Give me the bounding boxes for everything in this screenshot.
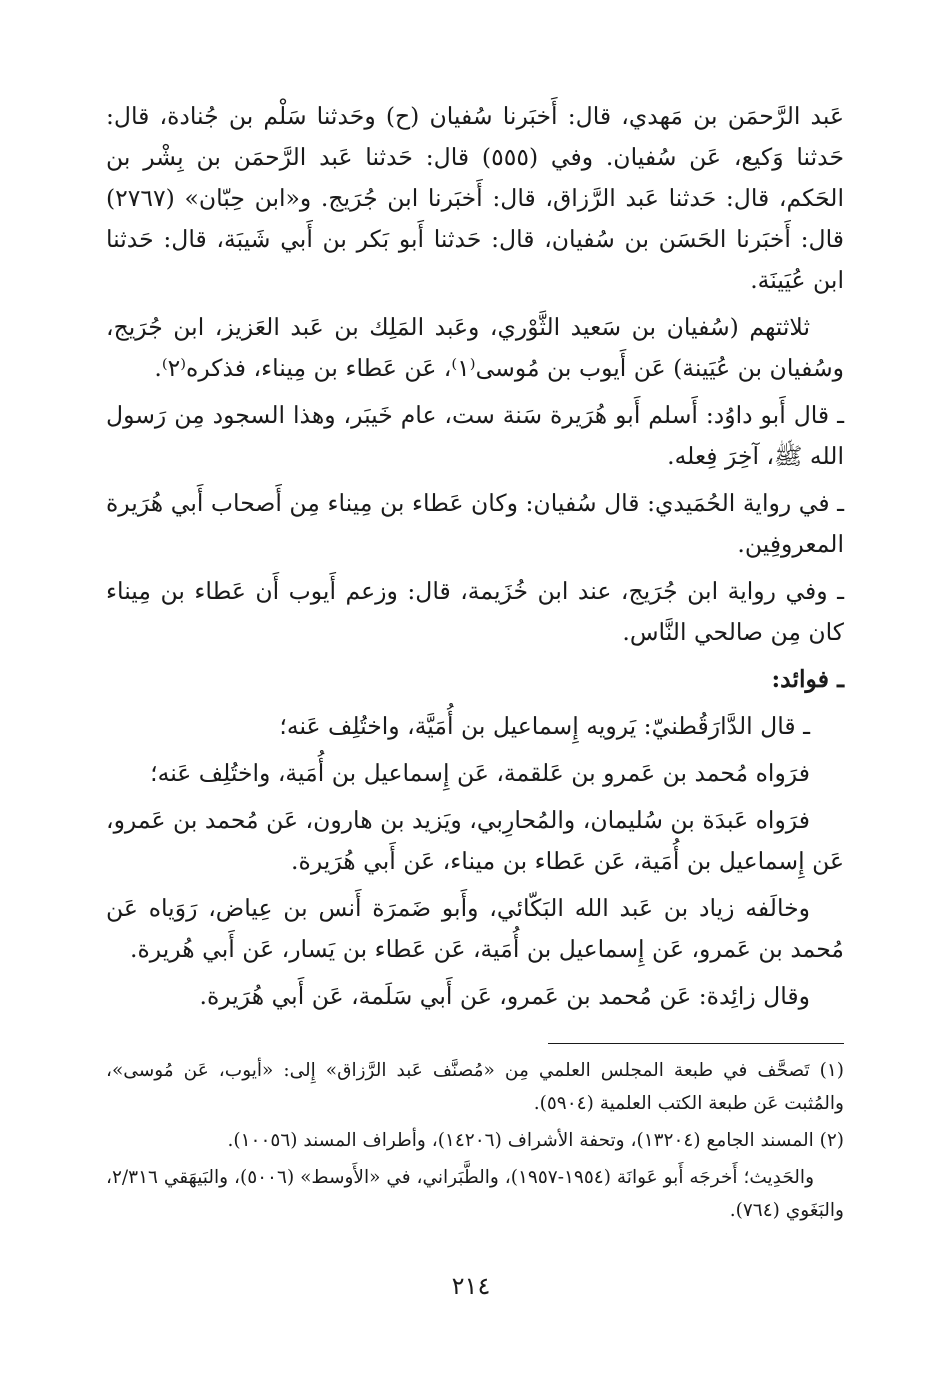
paragraph-ziyad: وخالَفه زياد بن عَبد الله البَكّائي، وأَبو ضَمرَة أَنس بن عِياض، رَوَياه عَن مُحمد بن عَمرو، عَن إِسماعيل بن أُمَية، عَن عَطاء بن يَسار، عَن أَبي هُريرة.	[106, 894, 844, 963]
page-number: ٢١٤	[451, 1272, 491, 1300]
paragraph-humaydi: ـ في رواية الحُمَيدي: قال سُفيان: وكان عَطاء بن مِيناء مِن أَصحاب أَبي هُرَيرة المعروفِين.	[106, 489, 844, 558]
main-text	[106, 96, 844, 1017]
section-heading-benefits: ـ فوائد:	[771, 665, 844, 693]
footnote-1: (١) تَصحَّف في طبعة المجلس العلمي مِن «مُصنَّف عَبد الرَّزاق» إِلى: «أيوب، عَن مُوسى»، والمُثبت عَن طبعة الكتب العلمية (٥٩٠٤).	[106, 1060, 844, 1114]
footnote-2: (٢) المسند الجامع (١٣٢٠٤)، وتحفة الأشراف (١٤٢٠٦)، وأطراف المسند (١٠٠٥٦).	[227, 1130, 844, 1151]
paragraph-daraqutni: ـ قال الدَّارَقُطنيّ: يَرويه إِسماعيل بن أُمَيَّة، واختُلِف عَنه؛	[279, 712, 810, 740]
paragraph-three-narrators: ثلاثتهم (سُفيان بن سَعيد الثَّوْري، وعَبد المَلِك بن عَبد العَزيز، ابن جُرَيج، وسُفيان بن عُيَينة) عَن أَيوب بن مُوسى⁽١⁾، عَن عَطاء بن مِيناء، فذكره⁽٢⁾.	[106, 313, 844, 382]
paragraph-abda: فرَواه عَبدَة بن سُليمان، والمُحارِبي، ويَزيد بن هارون، عَن مُحمد بن عَمرو، عَن إِسماعيل بن أُمَية، عَن عَطاء بن ميناء، عَن أَبي هُرَيرة.	[106, 806, 844, 875]
footnote-2-continuation: والحَدِيث؛ أَخرجَه أَبو عَوانَة (١٩٥٤-١٩٥٧)، والطَّبَراني، في «الأَوسط» (٥٠٠٦)، والبَيهَقي ٢/٣١٦، والبَغَوي (٧٦٤).	[106, 1167, 844, 1221]
paragraph-chain-continuation: عَبد الرَّحمَن بن مَهدي، قال: أَخبَرنا سُفيان (ح) وحَدثنا سَلْم بن جُنادة، قال: حَدثنا وَكيع، عَن سُفيان. وفي (٥٥٥) قال: حَدثنا عَبد الرَّحمَن بن بِشْر بن الحَكم، قال: حَدثنا عَبد الرَّزاق، قال: أَخبَرنا ابن جُرَيج. و«ابن حِبّان» (٢٧٦٧) قال: أَخبَرنا الحَسَن بن سُفيان، قال: حَدثنا أَبو بَكر بن أَبي شَيبَة، قال: حَدثنا ابن عُيَينَة.	[106, 102, 845, 294]
footnotes	[106, 1054, 844, 1227]
footnote-separator	[548, 1043, 844, 1044]
paragraph-muhammad-ibn-amr: فرَواه مُحمد بن عَمرو بن عَلقمة، عَن إِسماعيل بن أُمَية، واختُلِف عَنه؛	[150, 759, 810, 787]
paragraph-zaida: وقال زائِدة: عَن مُحمد بن عَمرو، عَن أَبي سَلَمة، عَن أَبي هُرَيرة.	[199, 982, 810, 1010]
paragraph-abu-dawud: ـ قال أَبو داوُد: أَسلم أَبو هُرَيرة سَنة ست، عام خَيبَر، وهذا السجود مِن رَسول الله ﷺ، آخِرَ فِعله.	[106, 401, 844, 470]
paragraph-ibn-jurayj: ـ وفي رواية ابن جُرَيج، عند ابن خُزَيمة، قال: وزعم أَيوب أَن عَطاء بن مِيناء كان مِن صالحي النَّاس.	[106, 577, 844, 646]
